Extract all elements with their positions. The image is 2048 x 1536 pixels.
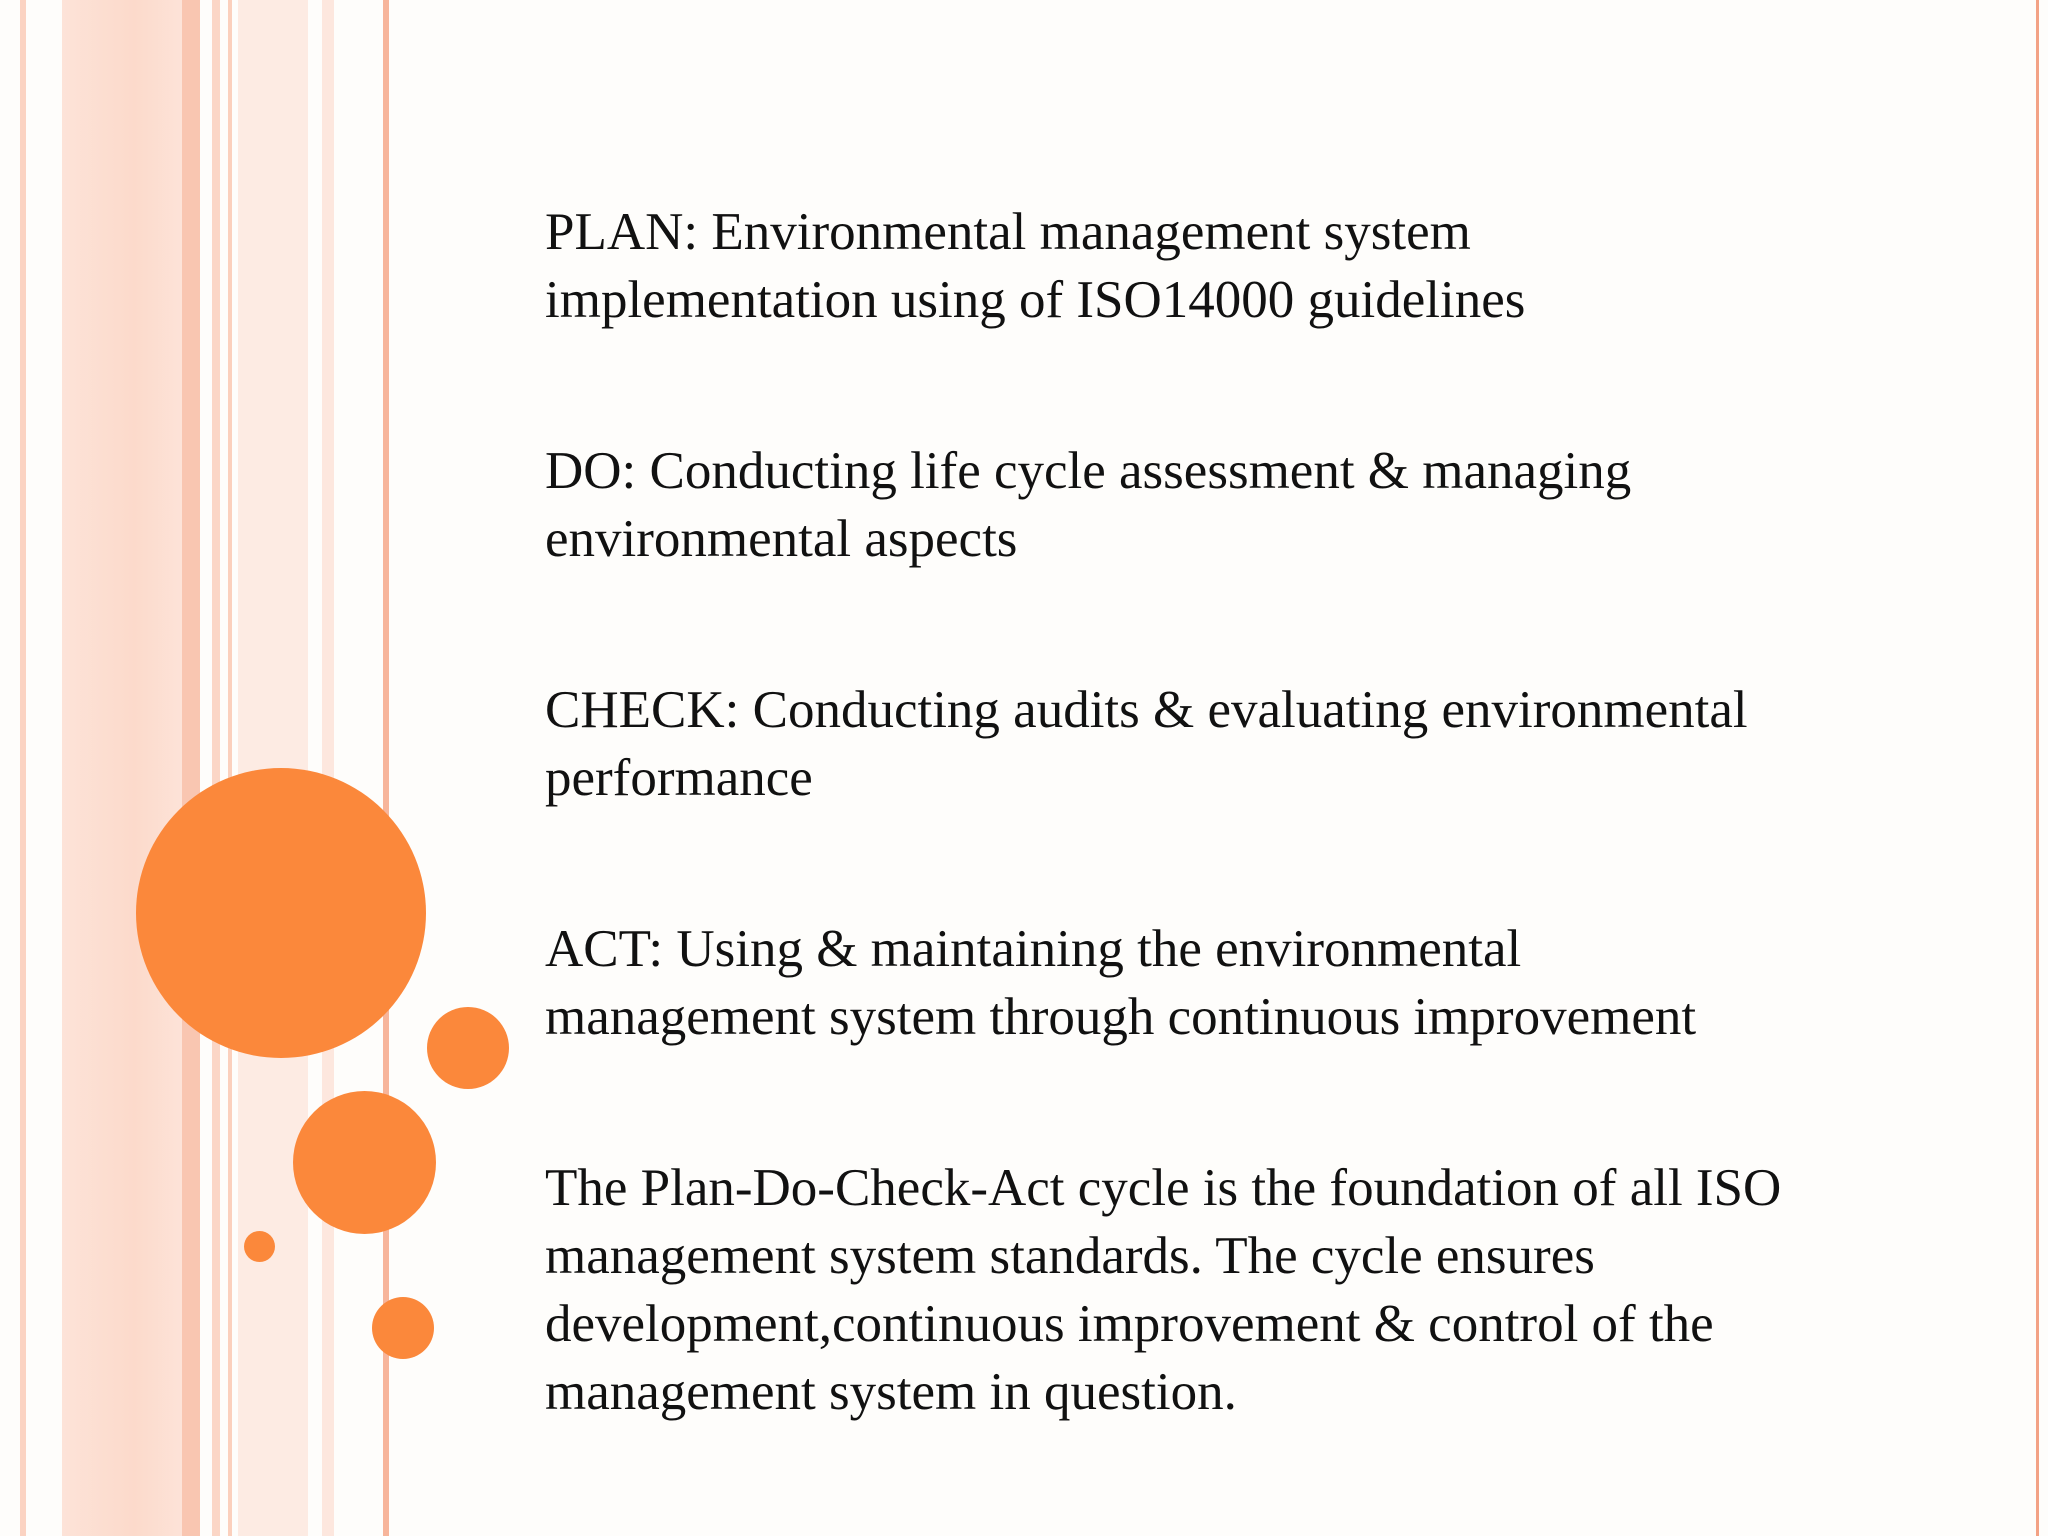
decorative-stripe [62, 0, 182, 1536]
paragraph-line: The Plan-Do-Check-Act cycle is the foundation of all ISO [545, 1159, 1782, 1217]
decorative-circle-large [136, 768, 426, 1058]
paragraph-line: development,continuous improvement & control of the [545, 1295, 1714, 1353]
decorative-stripe [228, 0, 232, 1536]
decorative-circle-tiny [244, 1231, 275, 1262]
decorative-circle-small [372, 1297, 434, 1359]
paragraph-summary [545, 1154, 1985, 1426]
decorative-circle-small [427, 1007, 509, 1089]
paragraph-line: CHECK: Conducting audits & evaluating environmental [545, 681, 1748, 739]
paragraph-act [545, 915, 1985, 1051]
paragraph-do [545, 437, 1985, 573]
paragraph-plan [545, 198, 1985, 334]
paragraph-line: ACT: Using & maintaining the environmental [545, 920, 1522, 978]
right-edge-line [2036, 0, 2039, 1536]
decorative-stripe [212, 0, 220, 1536]
decorative-stripe [20, 0, 26, 1536]
decorative-circle-medium [293, 1091, 436, 1234]
paragraph-line: management system in question. [545, 1363, 1237, 1421]
slide-body [545, 198, 1985, 1426]
paragraph-line: PLAN: Environmental management system [545, 203, 1471, 261]
paragraph-line: implementation using of ISO14000 guidelines [545, 271, 1526, 329]
decorative-stripe [322, 0, 334, 1536]
paragraph-line: performance [545, 749, 813, 807]
paragraph-line: management system standards. The cycle ensures [545, 1227, 1595, 1285]
paragraph-line: DO: Conducting life cycle assessment & managing [545, 442, 1632, 500]
paragraph-line: environmental aspects [545, 510, 1018, 568]
paragraph-line: management system through continuous improvement [545, 988, 1697, 1046]
decorative-stripe [182, 0, 200, 1536]
paragraph-check [545, 676, 1985, 812]
